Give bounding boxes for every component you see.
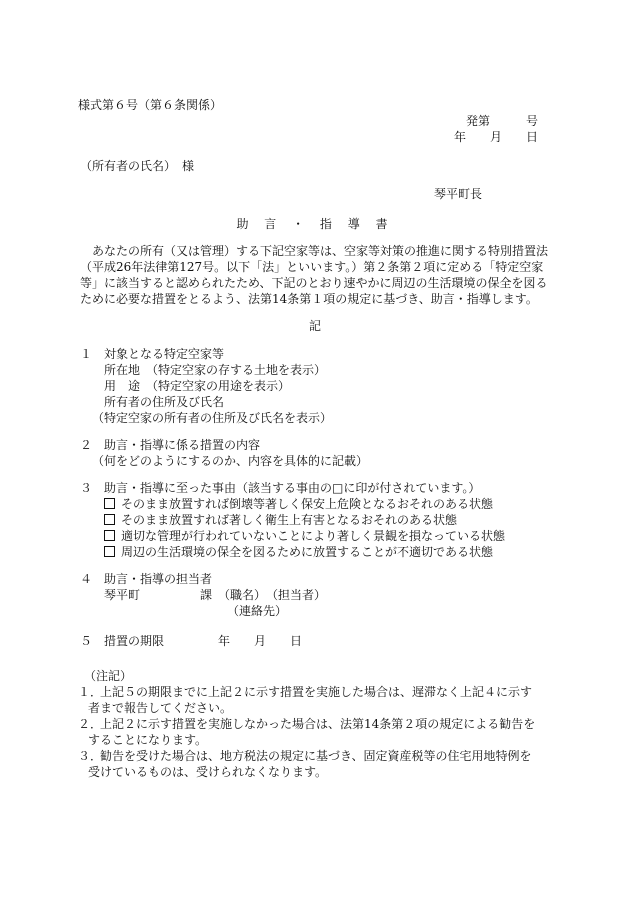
- section1-heading: １ 対象となる特定空家等: [80, 347, 225, 361]
- note-line: 者まで報告してください。: [88, 701, 233, 715]
- intro-line: ために必要な措置をとるよう、法第14条第１項の規定に基づき、助言・指導します。: [80, 292, 538, 306]
- document-title: 助 言 ・ 指 導 書: [236, 217, 394, 231]
- reason-label: 適切な管理が行われていないことにより著しく景観を損なっている状態: [121, 529, 506, 543]
- note-line: 上記２に示す措置を実施しなかった場合は、法第14条第２項の規定による勧告を: [100, 717, 536, 731]
- note-line: 勧告を受けた場合は、地方税法の規定に基づき、固定資産税等の住宅用地特例を: [100, 749, 532, 763]
- reason-label: そのまま放置すれば著しく衛生上有害となるおそれのある状態: [121, 513, 458, 527]
- section1-usage: 用 途 （特定空家の用途を表示）: [104, 379, 291, 393]
- section4-dept-line: 課 （職名） （担当者）: [200, 588, 327, 602]
- note-number: １．: [78, 685, 103, 699]
- section1-owner-label: 所有者の住所及び氏名: [104, 395, 225, 409]
- addressee: （所有者の氏名） 様: [80, 159, 195, 173]
- section2-note: （何をどのようにするのか、内容を具体的に記載）: [92, 454, 369, 468]
- reason-label: 周辺の生活環境の保全を図るために放置することが不適切である状態: [121, 545, 494, 559]
- section5-heading: ５ 措置の期限: [80, 634, 165, 648]
- reason-item: [104, 544, 493, 560]
- note-number: ２．: [78, 717, 103, 731]
- section4-town: 琴平町: [104, 588, 141, 602]
- notes-heading: （注記）: [84, 669, 133, 683]
- section4-contact: （連絡先）: [227, 604, 288, 618]
- section3-heading: ３ 助言・指導に至った事由（該当する事由の□に印が付されています。）: [80, 481, 481, 495]
- note-line: 上記５の期限までに上記２に示す措置を実施した場合は、遅滞なく上記４に示す: [100, 685, 533, 699]
- issue-number: 発第 号: [465, 114, 538, 128]
- section5-deadline: 年 月 日: [218, 634, 303, 648]
- issuer-name: 琴平町長: [433, 187, 482, 201]
- section1-owner-note: （特定空家の所有者の住所及び氏名を表示）: [92, 411, 333, 425]
- reason-checkbox[interactable]: [104, 498, 115, 509]
- reason-item: [104, 528, 505, 544]
- section1-location: 所在地 （特定空家の存する土地を表示）: [104, 363, 327, 377]
- reason-label: そのまま放置すれば倒壊等著しく保安上危険となるおそれのある状態: [121, 497, 494, 511]
- section2-heading: ２ 助言・指導に係る措置の内容: [80, 438, 261, 452]
- intro-line: （平成26年法律第127号。以下「法」といいます。）第２条第２項に定める「特定空家: [80, 260, 544, 274]
- note-line: することになります。: [88, 733, 208, 747]
- note-line: 受けているものは、受けられなくなります。: [88, 765, 328, 779]
- issue-date: 年 月 日: [453, 130, 538, 144]
- intro-line: 等」に該当すると認められたため、下記のとおり速やかに周辺の生活環境の保全を図る: [80, 276, 548, 290]
- reason-checkbox[interactable]: [104, 514, 115, 525]
- intro-line: あなたの所有（又は管理）する下記空家等は、空家等対策の推進に関する特別措置法: [80, 244, 549, 258]
- note-number: ３．: [78, 749, 103, 763]
- reason-item: [104, 496, 493, 512]
- reason-checkbox[interactable]: [104, 546, 115, 557]
- form-number: 様式第６号（第６条関係）: [78, 98, 223, 112]
- reason-checkbox[interactable]: [104, 530, 115, 541]
- reason-item: [104, 512, 457, 528]
- section4-heading: ４ 助言・指導の担当者: [80, 572, 213, 586]
- ki-marker: 記: [308, 319, 321, 333]
